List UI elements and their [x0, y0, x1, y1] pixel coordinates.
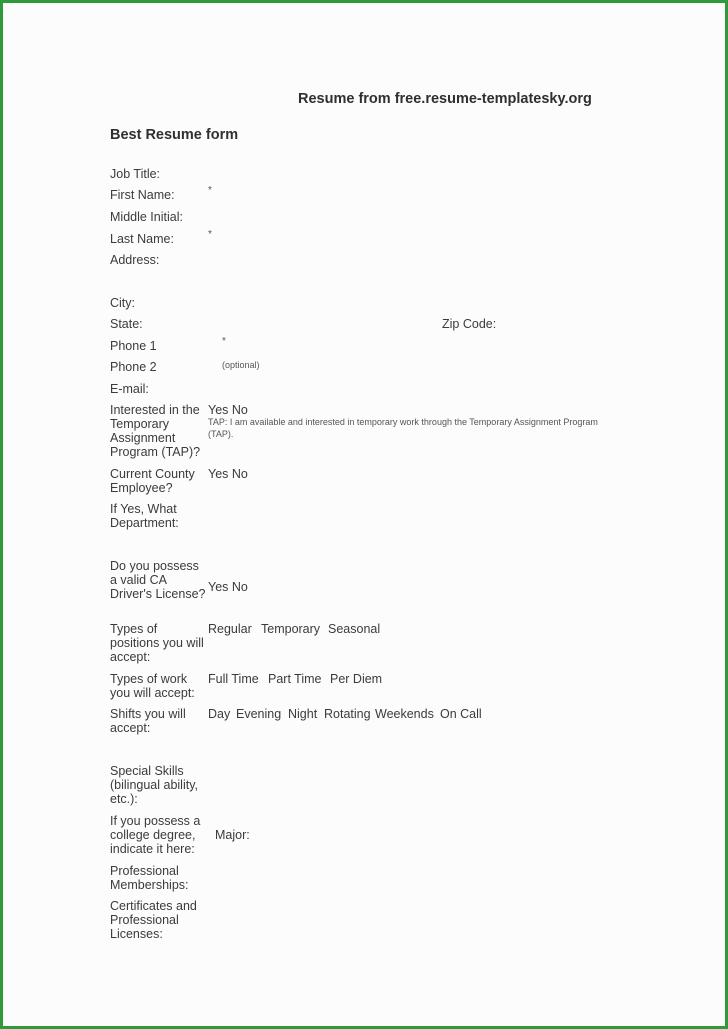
last-name-label: Last Name: — [110, 232, 174, 246]
drivers-license-yes-no[interactable]: Yes No — [208, 580, 248, 594]
work-option-part-time[interactable]: Part Time — [268, 672, 322, 686]
memberships-label: Professional Memberships: — [110, 864, 189, 892]
last-name-required-mark: * — [208, 229, 212, 240]
position-option-temporary[interactable]: Temporary — [261, 622, 321, 636]
phone1-label: Phone 1 — [110, 339, 157, 353]
county-employee-label: Current County Employee? — [110, 467, 195, 495]
shifts-label: Shifts you will accept: — [110, 707, 186, 735]
job-title-label: Job Title: — [110, 167, 161, 181]
shift-option-night[interactable]: Night — [288, 707, 318, 721]
special-skills-label: Special Skills (bilingual ability, etc.): — [110, 764, 199, 806]
state-label: State: — [110, 317, 143, 331]
work-option-full-time[interactable]: Full Time — [208, 672, 259, 686]
positions-label: Types of positions you will accept: — [110, 622, 204, 664]
city-label: City: — [110, 296, 135, 310]
address-label: Address: — [110, 253, 160, 267]
shift-option-day[interactable]: Day — [208, 707, 231, 721]
position-option-regular[interactable]: Regular — [208, 622, 252, 636]
shift-option-rotating[interactable]: Rotating — [324, 707, 371, 721]
work-option-per-diem[interactable]: Per Diem — [330, 672, 383, 686]
phone2-label: Phone 2 — [110, 360, 157, 374]
drivers-license-label: Do you possess a valid CA Driver's License? — [110, 559, 206, 601]
email-label: E-mail: — [110, 382, 149, 396]
department-label: If Yes, What Department: — [110, 502, 179, 530]
first-name-label: First Name: — [110, 188, 175, 202]
shift-option-weekends[interactable]: Weekends — [375, 707, 434, 721]
zip-code-label: Zip Code: — [442, 317, 497, 331]
tap-label: Interested in the Temporary Assignment Program (TAP)? — [110, 403, 201, 459]
shift-option-evening[interactable]: Evening — [236, 707, 282, 721]
major-label: Major: — [215, 828, 250, 842]
certificates-label: Certificates and Professional Licenses: — [110, 899, 197, 941]
phone1-required-mark: * — [222, 336, 226, 347]
middle-initial-label: Middle Initial: — [110, 210, 183, 224]
work-types-label: Types of work you will accept: — [110, 672, 195, 700]
college-degree-label: If you possess a college degree, indicate it here: — [110, 814, 201, 856]
county-employee-yes-no[interactable]: Yes No — [208, 467, 248, 481]
header-title: Resume from free.resume-templatesky.org — [298, 91, 592, 107]
form-title: Best Resume form — [110, 127, 239, 143]
tap-note: TAP: I am available and interested in temporary work through the Temporary Assignment Program (TAP). — [208, 417, 598, 439]
position-option-seasonal[interactable]: Seasonal — [328, 622, 381, 636]
shift-option-on-call[interactable]: On Call — [440, 707, 482, 721]
tap-yes-no[interactable]: Yes No — [208, 403, 248, 417]
first-name-required-mark: * — [208, 185, 212, 196]
phone2-optional-note: (optional) — [222, 360, 260, 370]
